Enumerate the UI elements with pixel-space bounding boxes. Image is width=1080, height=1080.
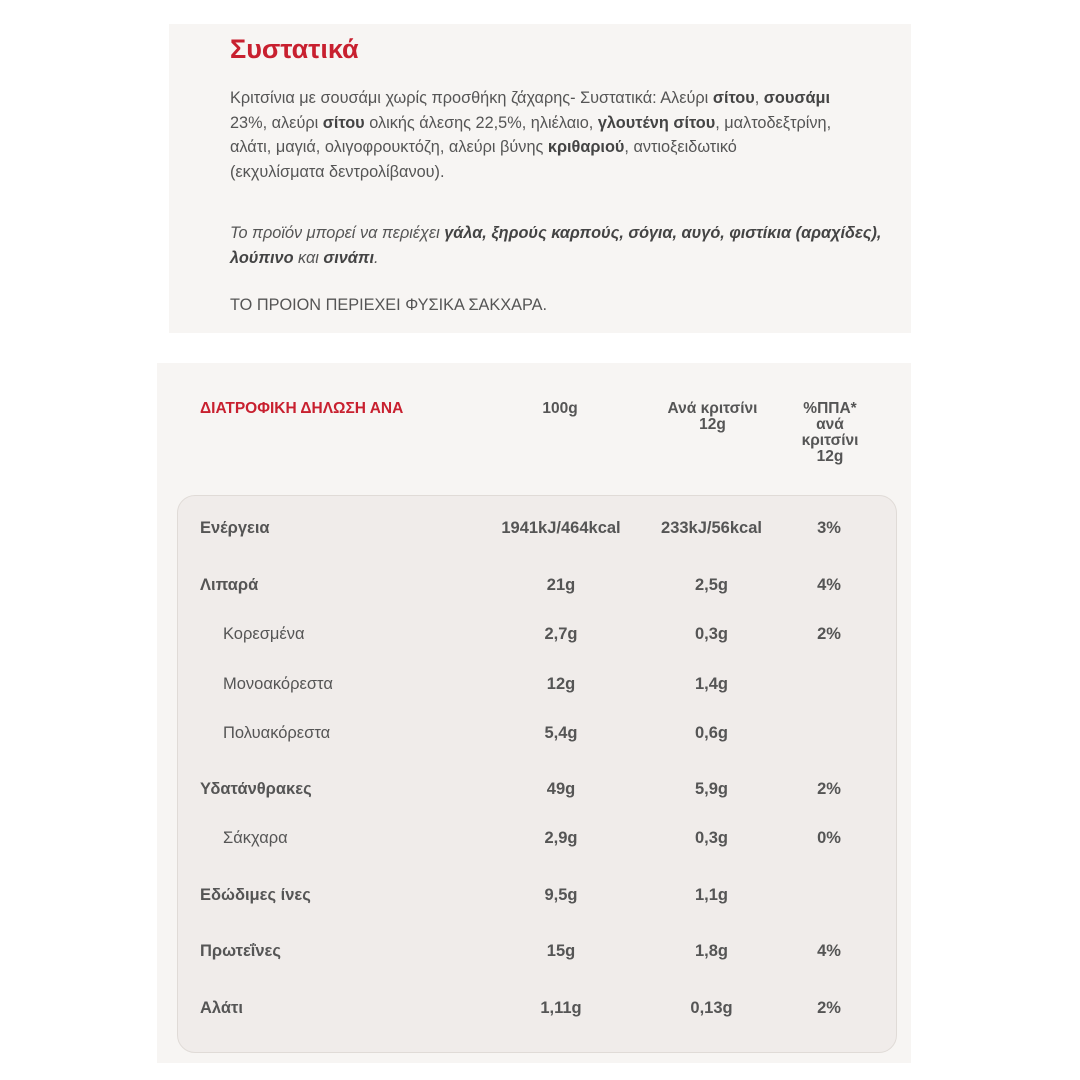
nutrition-header-per-100g: 100g	[542, 400, 578, 417]
value-per-stick: 1,8g	[694, 942, 729, 960]
ingredient-text: 23%, αλεύρι	[230, 113, 323, 132]
nutrition-header-gda: %ΠΠΑ* ανά κριτσίνι 12g	[801, 400, 859, 465]
ingredient-text: .	[374, 248, 379, 267]
bold-allergen-text: κριθαριού	[547, 138, 625, 156]
value-gda-percent: 2%	[817, 999, 841, 1017]
ingredient-text: ,	[754, 89, 764, 107]
nutrition-row	[178, 724, 896, 748]
ingredients-text	[230, 86, 911, 184]
bold-allergen-text: σινάπι	[323, 248, 375, 267]
nutrition-row	[178, 942, 896, 966]
nutrition-header-label: ΔΙΑΤΡΟΦΙΚΗ ΔΗΛΩΣΗ ΑΝΑ	[200, 400, 404, 417]
nutrient-label: Λιπαρά	[200, 576, 259, 594]
nutrition-row	[178, 625, 896, 649]
ingredient-text: αλάτι, μαγιά, ολιγοφρουκτόζη, αλεύρι βύνης	[230, 138, 548, 156]
ingredient-text: Το προϊόν μπορεί να περιέχει	[230, 224, 445, 242]
value-gda-percent: 4%	[817, 942, 841, 960]
value-per-100g: 1941kJ/464kcal	[501, 519, 621, 537]
ingredient-text: ολικής άλεσης 22,5%, ηλιέλαιο,	[364, 113, 598, 132]
value-per-100g: 12g	[546, 675, 576, 693]
value-per-100g: 21g	[546, 576, 576, 594]
ingredients-line	[230, 160, 911, 185]
value-per-stick: 0,6g	[694, 724, 729, 742]
value-per-100g: 1,11g	[540, 999, 582, 1017]
bold-allergen-text: σουσάμι	[763, 89, 830, 107]
value-per-100g: 2,9g	[544, 829, 578, 847]
bold-allergen-text: σίτου	[322, 113, 365, 132]
nutrition-header-per-stick: Ανά κριτσίνι 12g	[667, 400, 758, 433]
value-gda-percent: 2%	[817, 625, 841, 643]
ingredients-title: Συστατικά	[230, 34, 359, 64]
nutrient-label: Υδατάνθρακες	[200, 780, 312, 798]
value-per-stick: 0,13g	[690, 999, 733, 1017]
value-per-100g: 2,7g	[544, 625, 578, 643]
value-per-stick: 1,1g	[694, 886, 729, 904]
bold-allergen-text: γλουτένη σίτου	[597, 113, 716, 132]
nutrient-label: Σάκχαρα	[223, 829, 288, 847]
value-per-stick: 2,5g	[694, 576, 729, 594]
value-per-100g: 9,5g	[544, 886, 578, 904]
ingredient-text: και	[293, 248, 324, 267]
allergen-notice	[230, 221, 910, 270]
nutrient-label: Μονοακόρεστα	[223, 675, 333, 693]
nutrition-row	[178, 519, 896, 543]
ingredients-line	[230, 135, 911, 160]
value-gda-percent: 4%	[817, 576, 841, 594]
value-per-stick: 1,4g	[694, 675, 729, 693]
value-per-stick: 0,3g	[694, 829, 729, 847]
nutrition-table	[177, 495, 897, 1053]
ingredient-text: (εκχυλίσματα δεντρολίβανου).	[230, 162, 445, 181]
value-gda-percent: 0%	[817, 829, 841, 847]
ingredient-text: Κριτσίνια με σουσάμι χωρίς προσθήκη ζάχαρης- Συστατικά: Αλεύρι	[230, 89, 713, 107]
nutrient-label: Κορεσμένα	[223, 625, 305, 643]
value-per-stick: 0,3g	[694, 625, 729, 643]
bold-allergen-text: σίτου	[712, 89, 755, 107]
nutrition-panel	[157, 363, 911, 1063]
nutrient-label: Αλάτι	[200, 999, 243, 1017]
nutrient-label: Εδώδιμες ίνες	[200, 886, 311, 904]
value-per-100g: 5,4g	[544, 724, 578, 742]
ingredient-text: , μαλτοδεξτρίνη,	[715, 113, 832, 132]
ingredients-panel	[169, 24, 911, 333]
nutrient-label: Πολυακόρεστα	[223, 724, 331, 742]
value-gda-percent: 3%	[817, 519, 841, 537]
bold-allergen-text: γάλα, ξηρούς καρπούς, σόγια, αυγό, φιστίκια (αραχίδες), λούπινο	[230, 224, 882, 267]
value-gda-percent: 2%	[817, 780, 841, 798]
value-per-stick: 233kJ/56kcal	[661, 519, 762, 537]
nutrition-row	[178, 886, 896, 910]
value-per-stick: 5,9g	[694, 780, 729, 798]
nutrition-row	[178, 829, 896, 853]
nutrient-label: Πρωτεΐνες	[200, 942, 281, 960]
nutrition-row	[178, 999, 896, 1023]
nutrient-label: Ενέργεια	[200, 519, 270, 537]
ingredients-line	[230, 111, 911, 136]
value-per-100g: 49g	[546, 780, 576, 798]
nutrition-row	[178, 780, 896, 804]
ingredient-text: , αντιοξειδωτικό	[624, 138, 737, 156]
ingredients-line	[230, 86, 911, 111]
natural-sugars-notice: ΤΟ ΠΡΟΙΟΝ ΠΕΡΙΕΧΕΙ ΦΥΣΙΚΑ ΣΑΚΧΑΡΑ.	[230, 296, 548, 314]
nutrition-row	[178, 576, 896, 600]
value-per-100g: 15g	[546, 942, 576, 960]
nutrition-row	[178, 675, 896, 699]
